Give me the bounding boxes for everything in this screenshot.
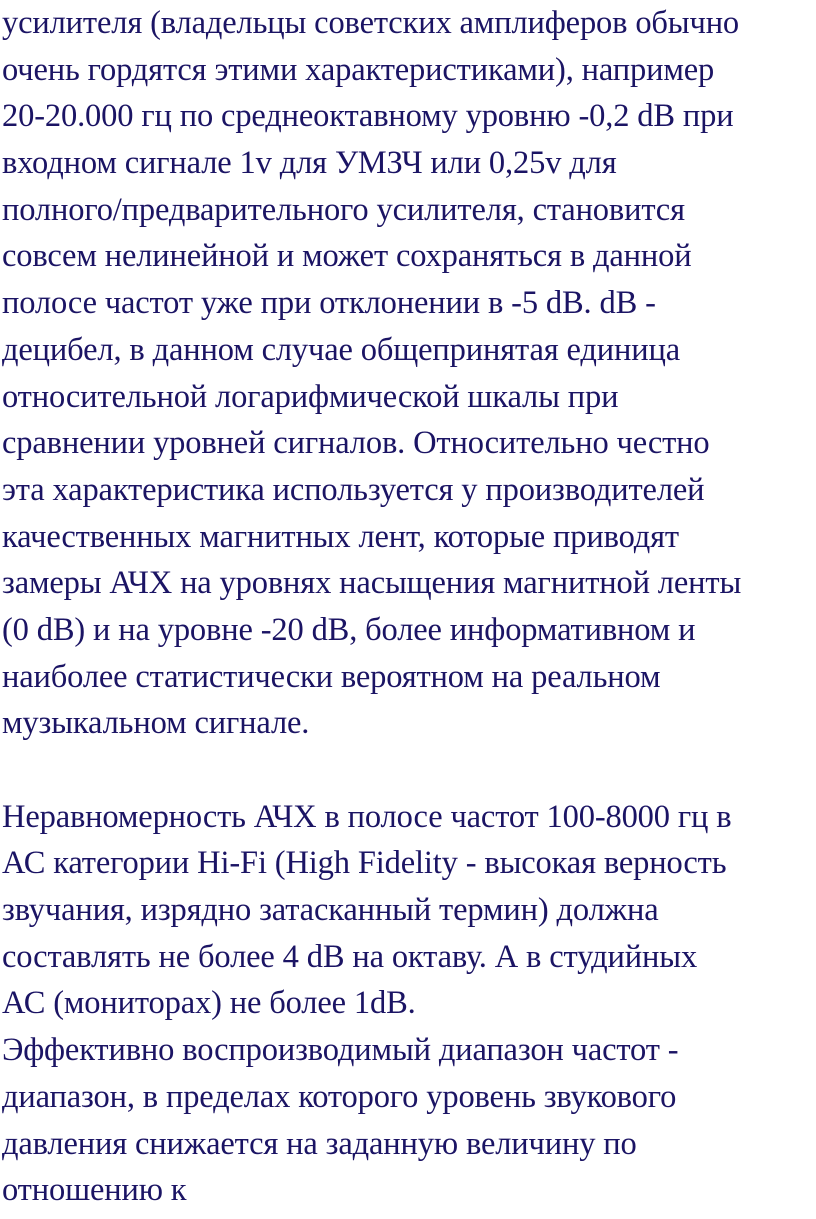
text-line: полосе частот уже при отклонении в -5 dB. dB - — [2, 285, 656, 322]
paragraph-effective-range — [2, 1027, 810, 1214]
text-line: сравнении уровней сигналов. Относительно честно — [2, 425, 710, 462]
text-line: децибел, в данном случае общепринятая единица — [2, 331, 680, 368]
text-line: относительной логарифмической шкалы при — [2, 378, 619, 415]
text-line: давления снижается на заданную величину по — [2, 1125, 637, 1162]
text-line: АС (мониторах) не более 1dB. — [2, 985, 416, 1022]
text-line: музыкальном сигнале. — [2, 705, 310, 742]
text-line: Неравномерность АЧХ в полосе частот 100-8000 гц в — [2, 798, 732, 835]
text-line: эта характеристика используется у производителей — [2, 471, 705, 508]
text-line: 20-20.000 гц по среднеоктавному уровню -0,2 dB при — [2, 98, 734, 135]
text-line: наиболее статистически вероятном на реальном — [2, 658, 661, 695]
paragraph-frequency-response-intro — [2, 0, 810, 747]
text-line: АС категории Hi-Fi (High Fidelity - высокая верность — [2, 845, 727, 882]
paragraph-spacer — [2, 747, 810, 794]
text-line: Эффективно воспроизводимый диапазон частот - — [2, 1032, 679, 1069]
text-line: звучания, изрядно затасканный термин) должна — [2, 892, 659, 929]
text-line: (0 dB) и на уровне -20 dB, более информативном и — [2, 611, 696, 648]
text-line: замеры АЧХ на уровнях насыщения магнитной ленты — [2, 565, 742, 602]
text-line: диапазон, в пределах которого уровень звукового — [2, 1078, 677, 1115]
text-line: очень гордятся этими характеристиками), например — [2, 51, 715, 88]
text-line: полного/предварительного усилителя, становится — [2, 191, 685, 228]
text-line: качественных магнитных лент, которые приводят — [2, 518, 679, 555]
paragraph-hifi-unevenness — [2, 794, 810, 1027]
text-line: совсем нелинейной и может сохраняться в данной — [2, 238, 692, 275]
text-line: отношению к — [2, 1172, 187, 1209]
text-line: составлять не более 4 dB на октаву. А в студийных — [2, 938, 698, 975]
text-line: входном сигнале 1v для УМЗЧ или 0,25v для — [2, 145, 617, 182]
text-line: усилителя (владельцы советских амплиферов обычно — [2, 5, 740, 41]
